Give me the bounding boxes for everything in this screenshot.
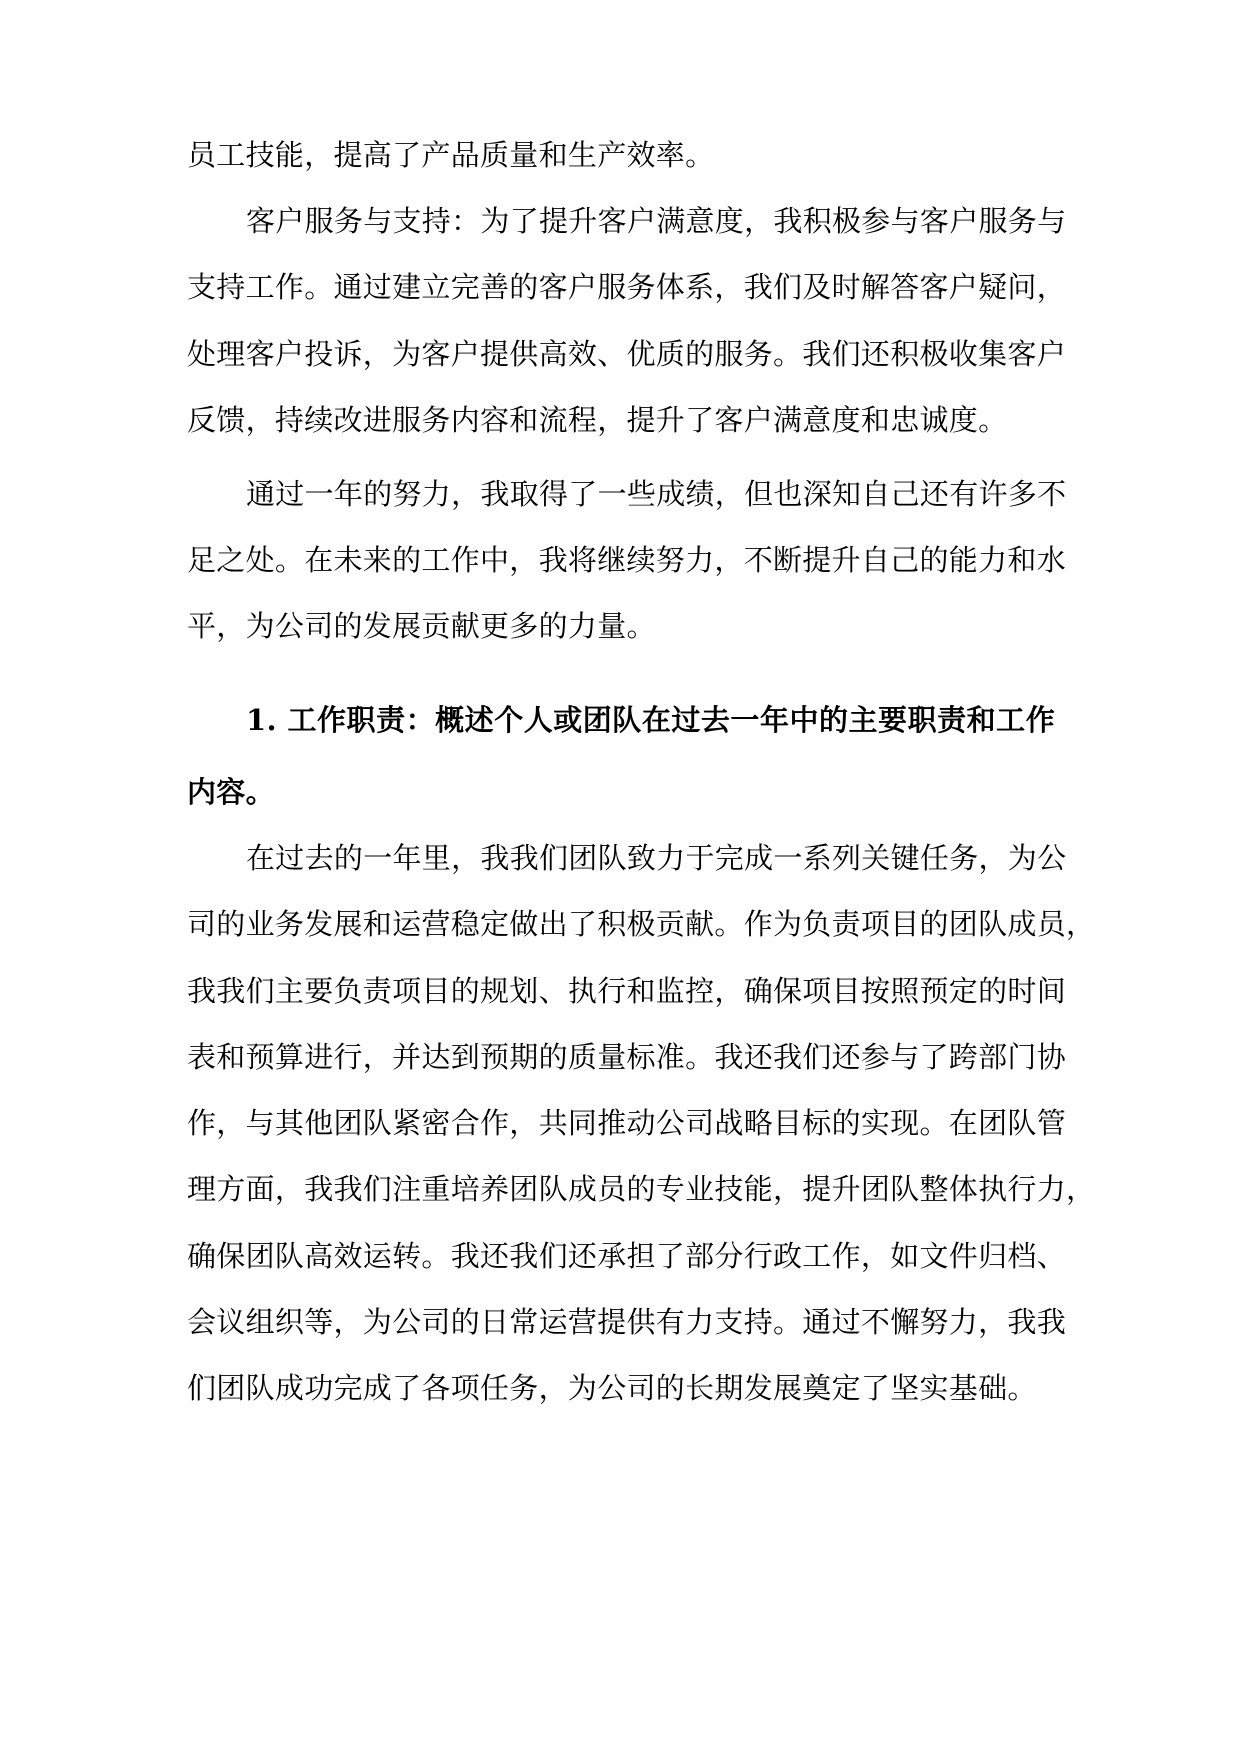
paragraph-line: 在过去的一年里，我我们团队致力于完成一系列关键任务，为公: [246, 841, 1067, 875]
paragraph-line: 会议组织等，为公司的日常运营提供有力支持。通过不懈努力，我我: [187, 1305, 1067, 1339]
paragraph-line: 理方面，我我们注重培养团队成员的专业技能，提升团队整体执行力，: [187, 1172, 1096, 1206]
paragraph-line: 员工技能，提高了产品质量和生产效率。: [187, 138, 715, 172]
paragraph-line: 司的业务发展和运营稳定做出了积极贡献。作为负责项目的团队成员，: [187, 907, 1096, 941]
paragraph-line: 处理客户投诉，为客户提供高效、优质的服务。我们还积极收集客户: [187, 337, 1067, 371]
paragraph-line: 客户服务与支持：为了提升客户满意度，我积极参与客户服务与: [246, 204, 1067, 238]
paragraph-line: 平，为公司的发展贡献更多的力量。: [187, 609, 656, 643]
paragraph-line: 反馈，持续改进服务内容和流程，提升了客户满意度和忠诚度。: [187, 403, 1008, 437]
paragraph-line: 表和预算进行，并达到预期的质量标准。我还我们还参与了跨部门协: [187, 1040, 1067, 1074]
paragraph-line: 我我们主要负责项目的规划、执行和监控，确保项目按照预定的时间: [187, 974, 1067, 1008]
section-heading: 内容。: [187, 775, 275, 809]
paragraph-line: 确保团队高效运转。我还我们还承担了部分行政工作，如文件归档、: [187, 1239, 1067, 1273]
paragraph-line: 支持工作。通过建立完善的客户服务体系，我们及时解答客户疑问，: [187, 270, 1067, 304]
paragraph-line: 们团队成功完成了各项任务，为公司的长期发展奠定了坚实基础。: [187, 1371, 1037, 1405]
paragraph-line: 通过一年的努力，我取得了一些成绩，但也深知自己还有许多不: [246, 477, 1067, 511]
section-heading: 1. 工作职责：概述个人或团队在过去一年中的主要职责和工作: [246, 703, 1055, 737]
paragraph-line: 作，与其他团队紧密合作，共同推动公司战略目标的实现。在团队管: [187, 1106, 1067, 1140]
paragraph-line: 足之处。在未来的工作中，我将继续努力，不断提升自己的能力和水: [187, 543, 1067, 577]
